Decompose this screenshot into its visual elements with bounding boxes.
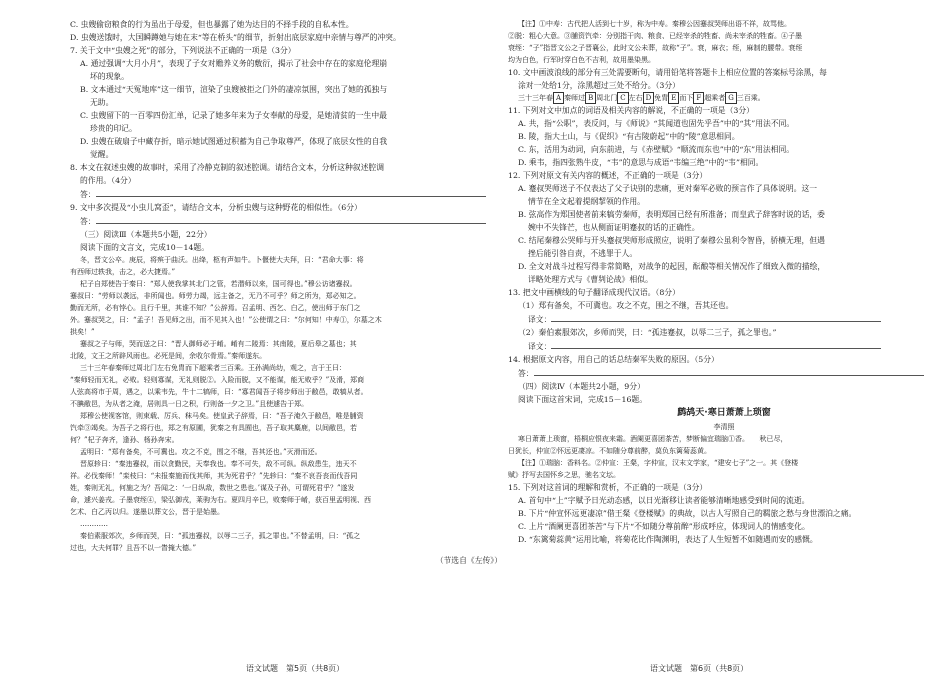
passage-line: 过也，大夫何罪？且吾不以一眚掩大德。”	[70, 544, 197, 552]
q15-stem: 15. 下列对这首词的理解和赏析，不正确的一项是（3分）	[508, 483, 708, 492]
passage-line: 蹇叔曰：“劳师以袭远，非所闻也。师劳力竭，远主备之，无乃不可乎？师之所为，郑必知之。	[70, 292, 361, 300]
q12-option-b-cont: 婉中不失锋芒，也从侧面证明蹇叔的话的正确性。	[528, 223, 700, 232]
translate-label: 译文：	[528, 342, 552, 351]
passage-line-underlined: 秦伯素服郊次，乡师而哭，曰：“孤违蹇叔，以辱二三子，孤之罪也。”不替孟明，曰：“孤之	[80, 532, 361, 540]
poem-note: 【注】①瑞脑：香料名。②仲宣：王粲，字仲宣，汉末文学家，“建安七子”之一。其《登楼	[518, 459, 799, 467]
passage-line: 拱矣！”	[70, 328, 95, 336]
q14-answer-row[interactable]	[508, 366, 940, 380]
q10-seg: 免胄	[654, 94, 669, 102]
q7-option-b: B. 文本通过“天冤地库”这一细节，渲染了虫嫂被拒之门外的凄凉氛围，突出了她的孤独与	[80, 85, 388, 94]
q13-translation-2-line[interactable]	[551, 339, 881, 349]
q10-sentence	[508, 92, 940, 104]
poem-line: 日犹长，仲宣②怀远更凄凉。不如随分尊前醉，莫负东篱菊蕊黄。	[508, 447, 711, 455]
section4-intro: 阅读下面这首宋词，完成15－16题。	[518, 395, 647, 404]
right-page-column	[508, 18, 940, 546]
q8-answer-line[interactable]	[96, 187, 486, 197]
q7-option-c: C. 虫嫂留下的一百零四份汇单，记录了她多年来为子女奉献的母爱，是她清贫的一生中最	[80, 111, 387, 120]
passage-line: 勤而无所，必有悖心。且行千里，其谁不知？”公辞焉。召孟明、西乞、白乙，使出师于东门之	[70, 304, 361, 312]
passage-line: 饩牵③竭矣。为吾子之将行也，郑之有原圃，犹秦之有具囿也，吾子取其麋鹿，以间敝邑，若	[70, 424, 357, 432]
q10-slot-c[interactable]: C	[617, 92, 628, 104]
q7-option-a-cont: 坏的现象。	[90, 72, 129, 81]
passage-line: 有西师过轶我，击之，必大捷焉。”	[70, 268, 176, 276]
q8-answer-label: 答：	[80, 190, 96, 199]
q7-option-d: D. 虫嫂在破扇子中藏存折，暗示她试图通过积蓄为自己争取尊严，体现了底层女性的自我	[80, 137, 388, 146]
passage-line: 冬，晋文公卒。庚辰，将殡于曲沃。出绛，柩有声如牛。卜偃使大夫拜，曰：“君命大事：将	[80, 256, 364, 264]
poem-title: 鹧鸪天·寒日萧萧上琐窗	[677, 408, 771, 418]
q10-seg: 而下	[679, 94, 694, 102]
q10-seg: 秦师过	[564, 94, 586, 102]
translate-label: 译文：	[528, 315, 552, 324]
q11-stem: 11. 下列对文中加点的词语及相关内容的解说，不正确的一项是（3分）	[508, 106, 754, 115]
q13-stem: 13. 把文中画横线的句子翻译成现代汉语。（8分）	[508, 288, 680, 297]
q14-stem: 14. 根据原文内容，用自己的话总结秦军失败的原因。（5分）	[508, 355, 719, 364]
section4-title: （四）阅读Ⅳ（本题共2小题，9分）	[518, 382, 645, 391]
q15-option-b: B. 下片“仲宣怀远更凄凉”借王粲《登楼赋》的典故，以古人写照自己的羁旅之愁与身世漂泊之痛。	[518, 509, 857, 518]
q9-stem: 9. 文中多次提及“小虫儿窝歪”，请结合文本，分析虫嫂与这种野花的相似性。（6分）	[70, 203, 362, 212]
q12-option-a: A. 蹇叔哭师送子不仅表达了父子诀别的悲痛，更对秦军必败的预言作了具体说明。这一	[518, 184, 818, 193]
passage-line: 外。蹇叔哭之，曰：“孟子！吾见师之出，而不见其入也！”公使谓之曰：“尔何知！中寿①，尔墓之木	[70, 316, 382, 324]
q14-answer-label: 答：	[518, 369, 534, 378]
q11-option-b: B. 陵，指大土山，与《促织》“有古陵蔚起”中的“陵”意思相同。	[518, 132, 740, 141]
q10-slot-e[interactable]: E	[668, 92, 679, 104]
q8-stem-cont: 的作用。（4分）	[80, 176, 136, 185]
q12-stem: 12. 下列对原文有关内容的概述，不正确的一项是（3分）	[508, 171, 708, 180]
q6-option-c: C. 虫嫂偷窃粮食的行为虽出于母爱，但也暴露了她为达目的不择手段的自私本性。	[70, 20, 354, 29]
q10-slot-d[interactable]: D	[643, 92, 655, 104]
q10-seg: 三十三年春	[518, 94, 553, 102]
passage-ellipsis: …………	[80, 520, 108, 528]
q12-option-c-cont: 挫后能引咎自责，不逃罪于人。	[528, 249, 638, 258]
q13-sentence-1: （1）郑有备矣，不可冀也。攻之不克，围之不继，吾其还也。	[518, 301, 734, 310]
q10-seg: 超乘者	[704, 94, 726, 102]
q15-option-a: A. 首句中“上”字赋予日光动态感，以日光渐移让读者能够清晰地感受到时间的流逝。	[518, 496, 810, 505]
note-line: 均为白色，行军时穿白色不吉利，故用墨染黑。	[508, 56, 655, 64]
passage-line-wavy: 三十三年春秦师过周北门左右免胄而下超乘者三百乘。王孙满尚幼，观之，言于王曰：	[80, 364, 346, 372]
passage-notes	[508, 18, 940, 66]
q12-option-d-cont: 详略处理方式与《曹刿论战》相似。	[528, 275, 653, 284]
q7-option-b-cont: 无助。	[90, 98, 114, 107]
q8-answer-row[interactable]	[70, 187, 502, 201]
poem-note: 赋》抒写去国怀乡之思，驰名文坛。	[508, 471, 620, 479]
poem-author: 李清照	[713, 423, 735, 431]
q11-option-c: C. 东，活用为动词，向东前进，与《赤壁赋》“顺流而东也”中的“东”用法相同。	[518, 145, 795, 154]
q10-seg: 周北门	[596, 94, 618, 102]
q7-option-d-cont: 觉醒。	[90, 150, 114, 159]
q10-slot-a[interactable]: A	[553, 92, 564, 104]
q13-sentence-2: （2）秦伯素服郊次，乡师而哭，曰：“孤违蹇叔，以辱二三子，孤之罪也。”	[518, 328, 777, 337]
passage-line: 蹇叔之子与师，哭而送之曰：“晋人御师必于崤。崤有二陵焉：其南陵，夏后皋之墓也；其	[80, 340, 357, 348]
passage-line: 晋原轸曰：“秦违蹇叔，而以贪勤民，天奉我也。奉不可失，敌不可纵。纵敌患生，违天不	[80, 460, 357, 468]
q11-option-d: D. 乘韦，指四张熟牛皮，“韦”的意思与成语“韦编三绝”中的“韦”相同。	[518, 158, 764, 167]
q10-seg: 三百乘。	[736, 94, 765, 102]
passage-line-underlined: 孟明曰：“郑有备矣，不可冀也。攻之不克，围之不继，吾其还也。”灭滑而还。	[80, 448, 322, 456]
q10-seg: 左右	[628, 94, 643, 102]
q9-answer-label: 答：	[80, 217, 96, 226]
section3-title: （三）阅读Ⅲ（本题共5小题，22分）	[80, 230, 212, 239]
note-line: ②脱：粗心大意。③脯资饩牵：分别指干肉、粮食、已经宰杀的牲畜、尚未宰杀的牲畜。④子墨	[508, 32, 802, 40]
passage-line: 郑穆公使视客馆，则束载、厉兵、秣马矣。使皇武子辞焉，曰：“吾子淹久于敝邑，唯是脯资	[80, 412, 364, 420]
note-line: 【注】①中寿：古代把人活到七十岁，称为中寿。秦穆公因蹇叔哭师出语不祥，故骂他。	[518, 20, 791, 28]
poem-body	[508, 433, 940, 481]
passage-line: 杞子自郑使告于秦曰：“郑人使我掌其北门之管，若潜师以来，国可得也。”穆公访诸蹇叔。	[80, 280, 357, 288]
passage-line: 人弦高将市于周，遇之，以乘韦先，牛十二犒师，曰：“寡君闻吾子将步师出于敝邑，敢犒从者。	[70, 388, 368, 396]
page-footer-right: 语文试题 第6页（共8页）	[650, 664, 749, 673]
q13-translation-2-row[interactable]	[508, 339, 940, 353]
q10-stem: 10. 文中画波浪线的部分有三处需要断句，请用铅笔将答题卡上相应位置的答案标号涂黑，每	[508, 68, 827, 77]
q12-option-c: C. 结尾秦穆公哭师与开头蹇叔哭师形成照应，说明了秦穆公虽利令智昏，骄横无理，但遇	[518, 236, 825, 245]
section3-intro: 阅读下面的文言文，完成10－14题。	[80, 243, 209, 252]
passage-line: 乞术、白乙丙以归。遂墨以葬文公，晋于是始墨。	[70, 508, 224, 516]
q7-option-c-cont: 珍贵的印记。	[90, 124, 137, 133]
q7-stem: 7. 关于文中“虫嫂之死”的部分，下列说法不正确的一项是（3分）	[70, 46, 296, 55]
classical-passage	[70, 254, 502, 554]
q10-slot-b[interactable]: B	[585, 92, 596, 104]
q10-stem-cont: 涂对一处给1分，涂黑超过三处不给分。（3分）	[518, 81, 680, 90]
q13-translation-1-row[interactable]	[508, 312, 940, 326]
q12-option-d: D. 全文对战斗过程写得非常简略，对战争的起因，酝酿等相关情况作了细致入微的描绘，	[518, 262, 826, 271]
q12-option-b: B. 弦高作为郑国使者前来犒劳秦师，表明郑国已经有所准备；而皇武子辞客时说的话，委	[518, 210, 825, 219]
q10-slot-g[interactable]: G	[725, 92, 737, 104]
passage-line: 何？”杞子奔齐，逢孙、杨孙奔宋。	[70, 436, 179, 444]
note-line: 衰绖：“子”指晋文公之子晋襄公，此时文公未葬，故称“子”。衰，麻衣；绖，麻制的腰带。衰绖	[508, 44, 803, 52]
q13-translation-1-line[interactable]	[551, 312, 881, 322]
q6-option-d: D. 虫嫂送饿时，大国瞬蹲她与她在末“等在桥头”的细节，折射出底层家庭中亲情与尊严的冲突。	[70, 33, 401, 42]
q9-answer-line[interactable]	[96, 214, 486, 224]
q15-option-d: D. “东篱菊蕊黄”运用比喻，将菊花比作陶渊明，表达了人生短暂不如随遇而安的感慨。	[518, 535, 818, 544]
q15-option-c: C. 上片“酒阑更喜团茶苦”与下片“不如随分尊前醉”形成呼应，体现词人的情感变化。	[518, 522, 810, 531]
passage-line: 祥。必伐秦师！”栾枝曰：“未报秦施而伐其师，其为死君乎？”先轸曰：“秦不哀吾丧而伐吾同	[70, 472, 358, 480]
q10-slot-f[interactable]: F	[693, 92, 704, 104]
passage-line: “秦师轻而无礼，必败。轻则寡谋，无礼则脱②。入险而脱，又不能谋，能无败乎？”及滑，郑商	[70, 376, 365, 384]
q11-option-a: A. 共，指“公职”，表反问，与《师说》“其闻道也固先乎吾”中的“其”用法不同。	[518, 119, 795, 128]
passage-source: （节选自《左传》）	[435, 556, 502, 565]
passage-line: 命，遽兴姜戎。子墨衰绖④，梁弘御戎，莱驹为右。夏四月辛巳，败秦师于崤，获百里孟明视、西	[70, 496, 371, 504]
q8-stem: 8. 本文在叙述虫嫂的故事时，采用了冷静克制的叙述腔调。请结合文本，分析这种叙述腔调	[70, 163, 384, 172]
page-footer-left: 语文试题 第5页（共8页）	[246, 664, 345, 673]
passage-line: 姓，秦则无礼，何施之为？吾闻之：‘一日纵敌，数世之患也。’谋及子孙，可谓死君乎？”遂发	[70, 484, 355, 492]
q9-answer-row[interactable]	[70, 214, 502, 228]
q12-option-a-cont: 情节在全文起着提纲挈领的作用。	[528, 197, 645, 206]
passage-line: 北陵，文王之所辟风雨也。必死是间，余收尔骨焉。”秦师遂东。	[70, 352, 267, 360]
poem-line: 寒日萧萧上琐窗，梧桐应恨夜来霜。酒阑更喜团茶苦，梦断偏宜瑞脑①香。 秋已尽，	[518, 435, 788, 443]
passage-line: 不腆敝邑，为从者之淹，居则具一日之积，行则备一夕之卫。”且使遽告于郑。	[70, 400, 309, 408]
left-page-column	[70, 18, 502, 567]
q14-answer-line[interactable]	[534, 366, 924, 376]
q7-option-a: A. 通过强调“大月小月”，表现了子女对赡养义务的敷衍，揭示了社会中存在的家庭伦理崩	[80, 59, 388, 68]
